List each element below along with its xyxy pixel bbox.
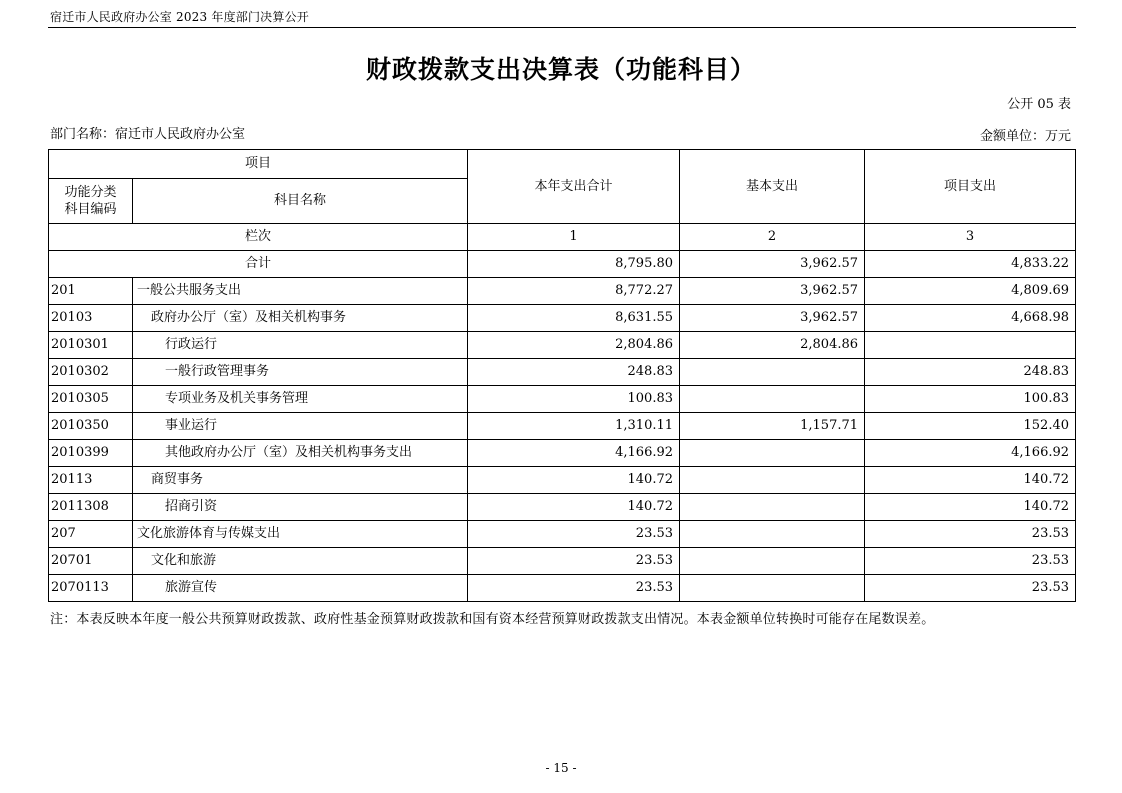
row-code: 20701 bbox=[49, 548, 133, 575]
page-number: - 15 - bbox=[545, 761, 577, 775]
column-label: 栏次 bbox=[49, 224, 468, 251]
row-code: 207 bbox=[49, 521, 133, 548]
row-basic bbox=[680, 548, 865, 575]
row-code: 20103 bbox=[49, 305, 133, 332]
running-header: 宿迁市人民政府办公室 2023 年度部门决算公开 bbox=[50, 10, 309, 24]
table-row bbox=[49, 332, 1076, 359]
row-code: 201 bbox=[49, 278, 133, 305]
column-num-2: 2 bbox=[680, 224, 865, 251]
header-code: 功能分类 科目编码 bbox=[49, 179, 133, 224]
row-basic bbox=[680, 359, 865, 386]
row-name: 一般行政管理事务 bbox=[133, 359, 468, 386]
header-project: 项目支出 bbox=[865, 150, 1076, 224]
row-total: 4,166.92 bbox=[468, 440, 680, 467]
table-row bbox=[49, 575, 1076, 602]
row-total: 8,772.27 bbox=[468, 278, 680, 305]
row-basic bbox=[680, 467, 865, 494]
row-code: 2010302 bbox=[49, 359, 133, 386]
row-code: 2010301 bbox=[49, 332, 133, 359]
header-total: 本年支出合计 bbox=[468, 150, 680, 224]
department-label: 部门名称：宿迁市人民政府办公室 bbox=[50, 127, 246, 142]
row-project: 152.40 bbox=[865, 413, 1076, 440]
total-project: 4,833.22 bbox=[865, 251, 1076, 278]
row-total: 8,631.55 bbox=[468, 305, 680, 332]
header-item: 项目 bbox=[49, 150, 468, 179]
row-total: 23.53 bbox=[468, 575, 680, 602]
header-basic: 基本支出 bbox=[680, 150, 865, 224]
row-code: 2070113 bbox=[49, 575, 133, 602]
table-row bbox=[49, 386, 1076, 413]
column-num-3: 3 bbox=[865, 224, 1076, 251]
row-basic: 1,157.71 bbox=[680, 413, 865, 440]
row-name: 专项业务及机关事务管理 bbox=[133, 386, 468, 413]
row-code: 2011308 bbox=[49, 494, 133, 521]
row-name: 旅游宣传 bbox=[133, 575, 468, 602]
row-total: 140.72 bbox=[468, 494, 680, 521]
table-row bbox=[49, 467, 1076, 494]
amount-unit-label: 金额单位：万元 bbox=[979, 129, 1071, 144]
form-number: 公开 05 表 bbox=[1007, 97, 1071, 112]
row-name: 行政运行 bbox=[133, 332, 468, 359]
table-row bbox=[49, 413, 1076, 440]
row-basic: 2,804.86 bbox=[680, 332, 865, 359]
row-code: 2010399 bbox=[49, 440, 133, 467]
row-total: 1,310.11 bbox=[468, 413, 680, 440]
total-basic: 3,962.57 bbox=[680, 251, 865, 278]
table-row bbox=[49, 494, 1076, 521]
row-basic bbox=[680, 440, 865, 467]
row-total: 2,804.86 bbox=[468, 332, 680, 359]
row-total: 23.53 bbox=[468, 521, 680, 548]
row-name: 商贸事务 bbox=[133, 467, 468, 494]
row-project: 23.53 bbox=[865, 575, 1076, 602]
expenditure-table bbox=[48, 149, 1076, 602]
row-total: 100.83 bbox=[468, 386, 680, 413]
row-name: 文化旅游体育与传媒支出 bbox=[133, 521, 468, 548]
row-project: 4,166.92 bbox=[865, 440, 1076, 467]
row-project: 23.53 bbox=[865, 548, 1076, 575]
row-basic bbox=[680, 386, 865, 413]
table-header-row bbox=[49, 150, 1076, 179]
row-basic bbox=[680, 521, 865, 548]
column-number-row bbox=[49, 224, 1076, 251]
table-row bbox=[49, 521, 1076, 548]
row-total: 140.72 bbox=[468, 467, 680, 494]
row-code: 2010305 bbox=[49, 386, 133, 413]
row-basic bbox=[680, 494, 865, 521]
row-total: 23.53 bbox=[468, 548, 680, 575]
row-name: 一般公共服务支出 bbox=[133, 278, 468, 305]
row-code: 2010350 bbox=[49, 413, 133, 440]
row-basic: 3,962.57 bbox=[680, 305, 865, 332]
total-sum: 8,795.80 bbox=[468, 251, 680, 278]
row-name: 文化和旅游 bbox=[133, 548, 468, 575]
total-label: 合计 bbox=[49, 251, 468, 278]
header-name: 科目名称 bbox=[133, 179, 468, 224]
row-name: 事业运行 bbox=[133, 413, 468, 440]
row-project: 4,668.98 bbox=[865, 305, 1076, 332]
header-rule bbox=[48, 27, 1076, 28]
page-title: 财政拨款支出决算表（功能科目） bbox=[365, 55, 756, 84]
row-code: 20113 bbox=[49, 467, 133, 494]
table-row bbox=[49, 359, 1076, 386]
table-row bbox=[49, 548, 1076, 575]
row-project bbox=[865, 332, 1076, 359]
row-project: 140.72 bbox=[865, 467, 1076, 494]
row-project: 100.83 bbox=[865, 386, 1076, 413]
row-total: 248.83 bbox=[468, 359, 680, 386]
footnote: 注：本表反映本年度一般公共预算财政拨款、政府性基金预算财政拨款和国有资本经营预算财政拨款支出情况。本表金额单位转换时可能存在尾数误差。 bbox=[50, 612, 935, 627]
row-name: 政府办公厅（室）及相关机构事务 bbox=[133, 305, 468, 332]
table-row bbox=[49, 440, 1076, 467]
row-basic: 3,962.57 bbox=[680, 278, 865, 305]
row-name: 招商引资 bbox=[133, 494, 468, 521]
row-project: 248.83 bbox=[865, 359, 1076, 386]
total-row bbox=[49, 251, 1076, 278]
column-num-1: 1 bbox=[468, 224, 680, 251]
table-row bbox=[49, 305, 1076, 332]
row-basic bbox=[680, 575, 865, 602]
row-project: 140.72 bbox=[865, 494, 1076, 521]
row-project: 4,809.69 bbox=[865, 278, 1076, 305]
row-name: 其他政府办公厅（室）及相关机构事务支出 bbox=[133, 440, 468, 467]
table-row bbox=[49, 278, 1076, 305]
row-project: 23.53 bbox=[865, 521, 1076, 548]
